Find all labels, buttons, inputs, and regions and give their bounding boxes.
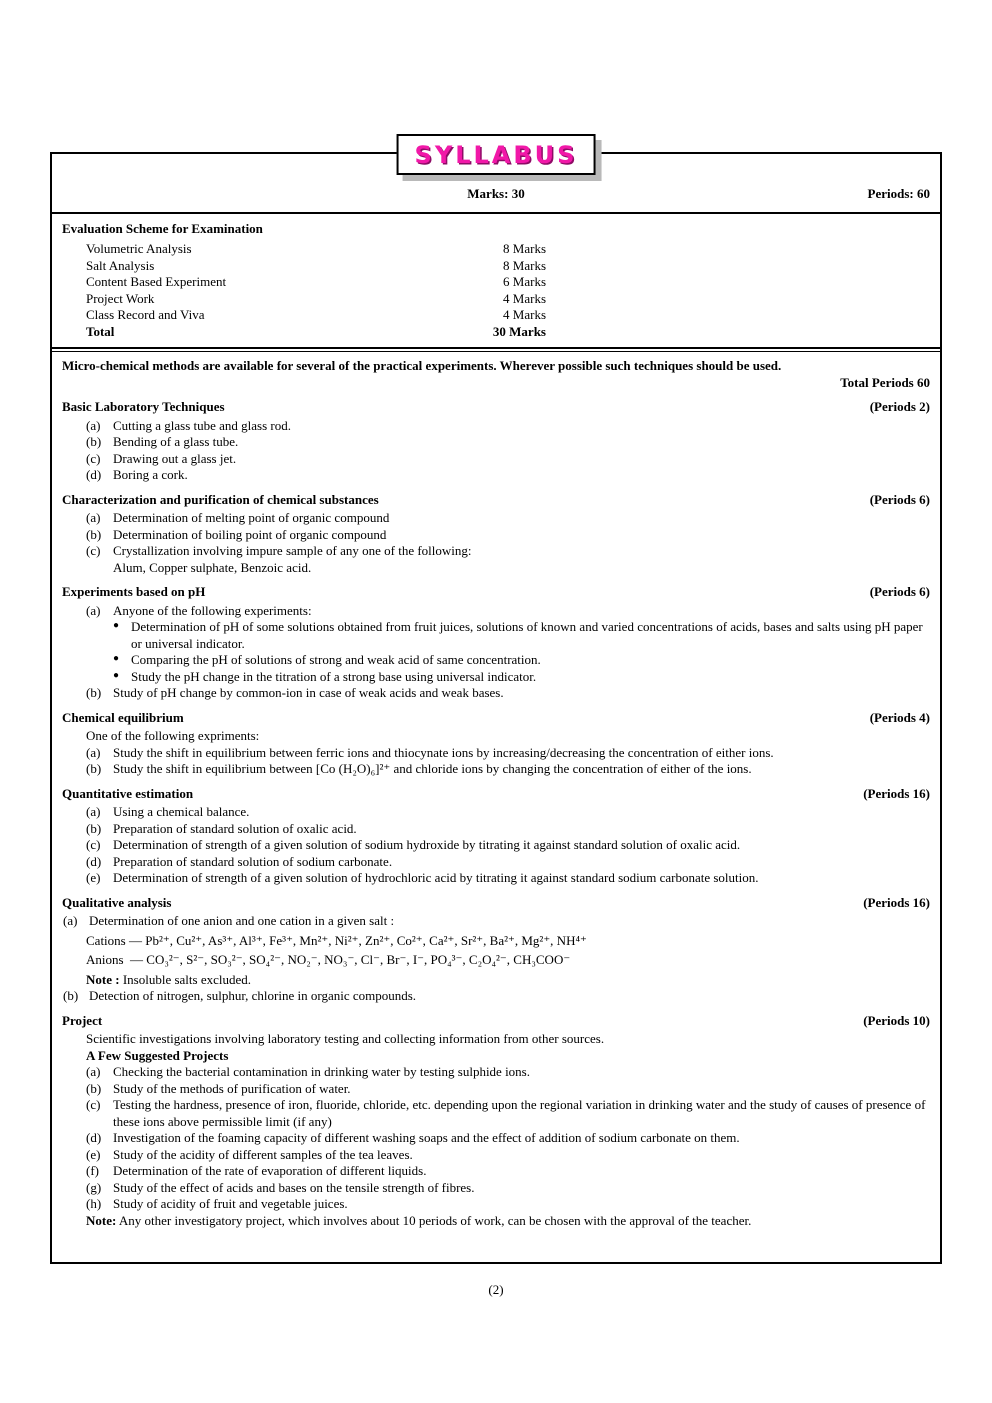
- project-subheading: A Few Suggested Projects: [86, 1047, 229, 1063]
- syllabus-content: [52, 352, 940, 1229]
- cations-list: Cations — Pb²⁺, Cu²⁺, As³⁺, Al³⁺, Fe³⁺, Mn²⁺, Ni²⁺, Zn²⁺, Co²⁺, Ca²⁺, Sr²⁺, Ba²⁺, Mg²⁺, NH⁴⁺: [86, 932, 587, 948]
- item-label: (e): [86, 870, 101, 885]
- table-row: [62, 291, 930, 308]
- list-item: [62, 745, 930, 762]
- item-text: Study of acidity of fruit and vegetable juices.: [113, 1196, 348, 1211]
- bullet-list: [62, 619, 930, 685]
- item-label: (a): [86, 417, 101, 433]
- section-title: Project: [62, 1012, 103, 1028]
- bullet-item: [113, 652, 930, 669]
- bullet-text: Comparing the pH of solutions of strong and weak acid of same concentration.: [131, 652, 541, 667]
- item-text: Using a chemical balance.: [113, 804, 250, 819]
- eval-total-marks: 30 Marks: [492, 323, 546, 339]
- eval-total-label: Total: [86, 323, 115, 339]
- list-item: [62, 761, 930, 778]
- list-item: [62, 870, 930, 887]
- list-item: [62, 685, 930, 702]
- item-label: (b): [63, 988, 79, 1003]
- item-label: (d): [86, 853, 102, 869]
- list-item: [62, 543, 930, 576]
- list-item: [62, 1130, 930, 1147]
- item-label: (e): [86, 1146, 101, 1162]
- bullet-text: Determination of pH of some solutions obtained from fruit juices, solutions of known and varied concentrations of acids, bases and salts using pH paper or universal indicator.: [131, 619, 923, 651]
- item-label: (b): [86, 761, 102, 776]
- item-text: Study of the methods of purification of water.: [113, 1080, 351, 1096]
- section-heading-quantitative: [62, 786, 930, 803]
- bullet-icon: ●: [113, 620, 120, 631]
- eval-row-label: Volumetric Analysis: [86, 241, 192, 256]
- micro-chemical-note: Micro-chemical methods are available for several of the practical experiments. Wherever possible such techniques should be used.: [62, 358, 782, 373]
- note-label: Note :: [86, 971, 120, 987]
- item-text: Study the shift in equilibrium between ferric ions and thiocynate ions by increasing/decreasing the concentration of either ions.: [113, 744, 774, 760]
- item-label: (b): [86, 434, 102, 449]
- project-note: [62, 1213, 930, 1230]
- syllabus-banner: [397, 134, 596, 175]
- list-item: [62, 804, 930, 821]
- qualitative-note: [62, 972, 930, 989]
- item-label: (b): [86, 526, 102, 542]
- item-text: Detection of nitrogen, sulphur, chlorine in organic compounds.: [89, 988, 417, 1003]
- list-item: [62, 527, 930, 544]
- list-item: [62, 1180, 930, 1197]
- list-item: [62, 1147, 930, 1164]
- item-text: Determination of strength of a given solution of sodium hydroxide by titrating it against standard solution of oxalic acid.: [113, 837, 741, 852]
- item-text: Drawing out a glass jet.: [113, 450, 237, 466]
- section-heading-basic: [62, 399, 930, 416]
- list-item: [62, 913, 930, 930]
- list-item: [62, 467, 930, 484]
- list-item: [62, 837, 930, 854]
- item-text: Cutting a glass tube and glass rod.: [113, 417, 292, 433]
- item-text: Preparation of standard solution of oxalic acid.: [113, 820, 357, 836]
- note-text: Insoluble salts excluded.: [119, 971, 251, 987]
- item-label: (c): [86, 543, 101, 558]
- item-text: Determination of strength of a given solution of hydrochloric acid by titrating it against standard sodium carbonate solution.: [113, 870, 759, 885]
- periods-label: Periods: 60: [867, 186, 930, 201]
- bullet-item: [113, 619, 930, 652]
- eval-row-label: Class Record and Viva: [86, 307, 205, 322]
- section-title: Experiments based on pH: [62, 584, 206, 599]
- item-text: Checking the bacterial contamination in drinking water by testing sulphide ions.: [113, 1064, 530, 1079]
- item-text: Boring a cork.: [113, 467, 188, 482]
- table-row: [62, 241, 930, 258]
- table-row-total: [62, 324, 930, 341]
- marks-periods-row: [52, 186, 940, 214]
- eval-row-marks: 8 Marks: [503, 257, 546, 273]
- item-label: (a): [86, 804, 101, 819]
- section-periods: (Periods 4): [869, 709, 930, 725]
- section-title: Basic Laboratory Techniques: [62, 399, 225, 414]
- item-text: Study of pH change by common-ion in case of weak acids and weak bases.: [113, 685, 504, 700]
- list-item: [62, 821, 930, 838]
- section-title: Chemical equilibrium: [62, 709, 184, 725]
- item-text: Study the shift in equilibrium between [Co (H₂O)₆]²⁺ and chloride ions by changing the concentration of either of the ions.: [113, 761, 752, 776]
- anions-list: Anions — CO₃²⁻, S²⁻, SO₃²⁻, SO₄²⁻, NO₂⁻, NO₃⁻, Cl⁻, Br⁻, I⁻, PO₄³⁻, C₂O₄²⁻, CH₃COO⁻: [86, 952, 571, 967]
- section-heading-characterization: [62, 492, 930, 509]
- marks-label: Marks: 30: [467, 186, 525, 201]
- item-label: (f): [86, 1163, 99, 1178]
- item-label: (a): [86, 1064, 101, 1079]
- eval-row-label: Content Based Experiment: [86, 274, 227, 289]
- table-row: [62, 307, 930, 324]
- item-text: Bending of a glass tube.: [113, 434, 239, 449]
- item-label: (a): [86, 744, 101, 760]
- item-label: (d): [86, 467, 102, 482]
- item-label: (b): [86, 820, 102, 836]
- item-text: Investigation of the foaming capacity of different washing soaps and the effect of addition of sodium carbonate on them.: [113, 1130, 740, 1145]
- item-label: (d): [86, 1130, 102, 1145]
- list-item: [62, 510, 930, 527]
- bullet-text: Study the pH change in the titration of a strong base using universal indicator.: [131, 668, 537, 684]
- item-label: (a): [63, 913, 78, 928]
- section-lead: One of the following expriments:: [86, 728, 260, 743]
- evaluation-title: Evaluation Scheme for Examination: [62, 220, 263, 236]
- section-heading-ph: [62, 584, 930, 601]
- table-row: [62, 258, 930, 275]
- section-title: Qualitative analysis: [62, 894, 172, 910]
- eval-row-marks: 8 Marks: [503, 241, 546, 256]
- eval-row-marks: 4 Marks: [503, 307, 546, 322]
- list-item: [62, 1196, 930, 1213]
- eval-row-marks: 6 Marks: [503, 274, 546, 289]
- section-periods: (Periods 16): [863, 785, 930, 801]
- item-text: Determination of melting point of organic compound: [113, 510, 390, 525]
- item-text: Determination of one anion and one cation in a given salt :: [89, 913, 395, 928]
- eval-row-label: Salt Analysis: [86, 257, 155, 273]
- list-item: [62, 988, 930, 1005]
- item-text: [113, 543, 930, 576]
- section-heading-equilibrium: [62, 710, 930, 727]
- item-label: (b): [86, 1080, 102, 1096]
- list-item: [62, 418, 930, 435]
- list-item: [62, 1064, 930, 1081]
- syllabus-box: [50, 141, 942, 1264]
- list-item: [62, 451, 930, 468]
- bullet-icon: ●: [113, 669, 120, 681]
- item-label: (b): [86, 685, 102, 700]
- note-label: Note:: [86, 1212, 117, 1228]
- item-text-extra: Alum, Copper sulphate, Benzoic acid.: [113, 559, 312, 575]
- list-item: [62, 1163, 930, 1180]
- bullet-item: [113, 669, 930, 686]
- item-text: Testing the hardness, presence of iron, fluoride, chloride, etc. depending upon the regional variation in drinking water and the study of causes of presence of these ions above permissible limit (if any): [113, 1097, 926, 1129]
- list-item: [62, 434, 930, 451]
- item-text: Determination of the rate of evaporation of different liquids.: [113, 1163, 427, 1178]
- item-label: (a): [86, 510, 101, 525]
- eval-row-label: Project Work: [86, 290, 155, 306]
- list-item: [62, 1097, 930, 1130]
- list-item: [62, 854, 930, 871]
- evaluation-scheme: [52, 214, 940, 348]
- item-text: Preparation of standard solution of sodium carbonate.: [113, 853, 393, 869]
- eval-row-marks: 4 Marks: [503, 290, 546, 306]
- item-label: (a): [86, 602, 101, 618]
- list-item: [62, 603, 930, 620]
- banner-title: SYLLABUS: [414, 141, 578, 169]
- section-periods: (Periods 6): [869, 491, 930, 507]
- item-label: (h): [86, 1196, 102, 1211]
- item-text: Study of the effect of acids and bases on the tensile strength of fibres.: [113, 1179, 475, 1195]
- section-periods: (Periods 16): [863, 894, 930, 910]
- section-periods: (Periods 6): [869, 584, 930, 599]
- project-lead: Scientific investigations involving laboratory testing and collecting information from other sources.: [86, 1031, 605, 1046]
- table-row: [62, 274, 930, 291]
- section-title: Quantitative estimation: [62, 785, 194, 801]
- list-item: [62, 1081, 930, 1098]
- item-text: Study of the acidity of different samples of the tea leaves.: [113, 1146, 413, 1162]
- section-heading-qualitative: [62, 895, 930, 912]
- total-periods-label: Total Periods 60: [840, 374, 930, 390]
- section-periods: (Periods 2): [869, 399, 930, 414]
- page-number: (2): [488, 1282, 504, 1297]
- section-periods: (Periods 10): [863, 1012, 930, 1028]
- note-text: Any other investigatory project, which involves about 10 periods of work, can be chosen with the approval of the teacher.: [116, 1212, 752, 1228]
- item-label: (c): [86, 837, 101, 852]
- section-title: Characterization and purification of chemical substances: [62, 491, 379, 507]
- bullet-icon: ●: [113, 653, 120, 664]
- section-heading-project: [62, 1013, 930, 1030]
- item-label: (c): [86, 1097, 101, 1112]
- item-text-line: Crystallization involving impure sample of any one of the following:: [113, 543, 472, 558]
- item-text: Anyone of the following experiments:: [113, 602, 312, 618]
- item-label: (g): [86, 1179, 102, 1195]
- item-text: Determination of boiling point of organic compound: [113, 526, 387, 542]
- item-label: (c): [86, 450, 101, 466]
